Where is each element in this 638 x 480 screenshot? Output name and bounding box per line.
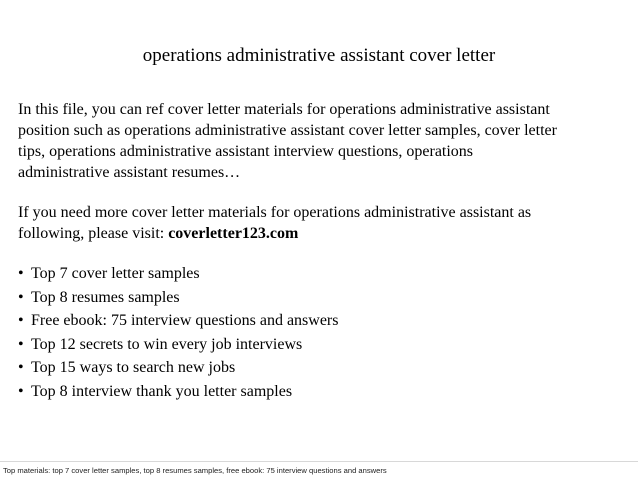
- list-item-text: Top 8 interview thank you letter samples: [31, 382, 293, 400]
- footer-bar: [0, 461, 638, 480]
- intro-line: position such as operations administrative assistant cover letter samples, cover letter: [18, 122, 557, 139]
- list-item: [18, 380, 338, 404]
- intro-line: administrative assistant resumes…: [18, 164, 241, 181]
- bullet-icon: •: [18, 288, 24, 306]
- bullet-icon: •: [18, 312, 24, 329]
- list-item: [18, 286, 338, 310]
- bullet-icon: •: [18, 359, 24, 376]
- list-item-text: Top 7 cover letter samples: [31, 265, 200, 282]
- more-materials-paragraph: [18, 202, 626, 244]
- list-item-text: Top 15 ways to search new jobs: [31, 359, 236, 376]
- bullet-icon: •: [18, 265, 24, 282]
- more-line: If you need more cover letter materials for operations administrative assistant as: [18, 204, 532, 221]
- intro-paragraph: [18, 99, 626, 183]
- more-line-with-link: [18, 223, 626, 244]
- list-item-text: Free ebook: 75 interview questions and answers: [31, 312, 339, 329]
- list-item: [18, 333, 338, 357]
- list-item-text: Top 12 secrets to win every job interviews: [31, 335, 303, 353]
- intro-line: In this file, you can ref cover letter materials for operations administrative assistant: [18, 101, 550, 118]
- more-line-prefix: following, please visit:: [18, 225, 169, 242]
- list-item: [18, 309, 338, 333]
- list-item: [18, 356, 338, 380]
- slide-title: operations administrative assistant cover letter: [142, 45, 496, 66]
- materials-bullet-list: [18, 262, 338, 403]
- intro-line: tips, operations administrative assistant interview questions, operations: [18, 143, 474, 160]
- list-item-text: Top 8 resumes samples: [31, 288, 180, 306]
- list-item: [18, 262, 338, 286]
- footer-text: Top materials: top 7 cover letter samples, top 8 resumes samples, free ebook: 75 interview questions and answers: [3, 466, 387, 475]
- website-link[interactable]: coverletter123.com: [168, 225, 299, 242]
- bullet-icon: •: [18, 382, 24, 400]
- bullet-icon: •: [18, 335, 24, 353]
